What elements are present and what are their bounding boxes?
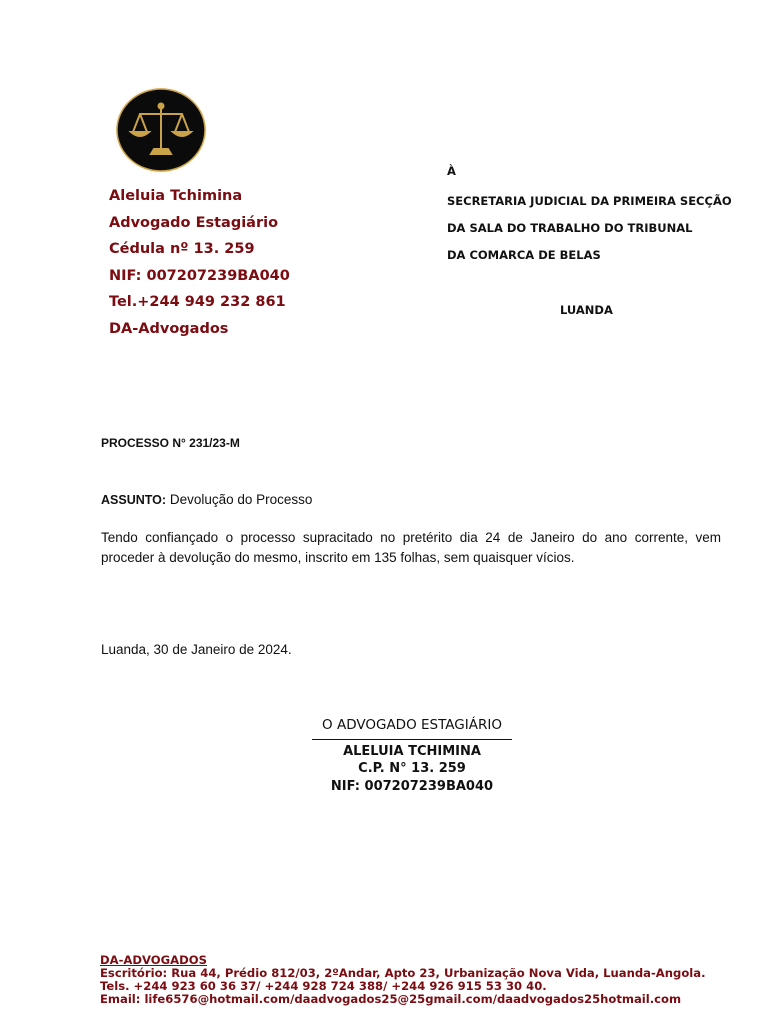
footer-phones: Tels. +244 923 60 36 37/ +244 928 724 388/ +244 926 915 53 30 40. [100,979,547,993]
sender-nif: NIF: 007207239BA040 [109,267,290,284]
subject-text: Devolução do Processo [166,492,313,507]
footer [100,954,705,1006]
sender-role: Advogado Estagiário [109,214,279,231]
recipient-city: LUANDA [560,303,613,317]
recipient-line-2: DA SALA DO TRABALHO DO TRIBUNAL [447,221,693,235]
process-number: PROCESSO N° 231/23-M [101,436,240,450]
body-paragraph: Tendo confiançado o processo supracitado no pretérito dia 24 de Janeiro do ano corrente, vem proceder à devolução do mesmo, inscrito em 135 folhas, sem quaisquer vícios. [101,530,721,565]
letter-date: Luanda, 30 de Janeiro de 2024. [101,642,292,657]
signature-nif: NIF: 007207239BA040 [330,778,494,794]
signature-block [262,717,562,795]
footer-firm: DA-ADVOGADOS [100,953,207,967]
sender-block [109,183,290,343]
signature-name: ALELUIA TCHIMINA [343,743,481,759]
subject-label: ASSUNTO: [101,493,167,507]
sender-firm: DA-Advogados [109,320,229,337]
recipient-line-3: DA COMARCA DE BELAS [447,248,601,262]
subject-line [101,492,312,507]
sender-name: Aleluia Tchimina [109,188,243,204]
signature-title: O ADVOGADO ESTAGIÁRIO [322,717,502,733]
signature-cp: C.P. N° 13. 259 [358,761,466,776]
footer-office: Escritório: Rua 44, Prédio 812/03, 2ºAndar, Apto 23, Urbanização Nova Vida, Luanda-Angola. [100,966,706,980]
recipient-to: À [447,164,456,178]
footer-email: Email: life6576@hotmail.com/daadvogados25@25gmail.com/daadvogados25hotmail.com [100,992,682,1006]
recipient-line-1: SECRETARIA JUDICIAL DA PRIMEIRA SECÇÃO [447,194,732,208]
scales-of-justice-logo [113,86,209,174]
signature-line [312,739,512,740]
sender-cedula: Cédula nº 13. 259 [109,241,255,258]
sender-phone: Tel.+244 949 232 861 [109,294,286,311]
